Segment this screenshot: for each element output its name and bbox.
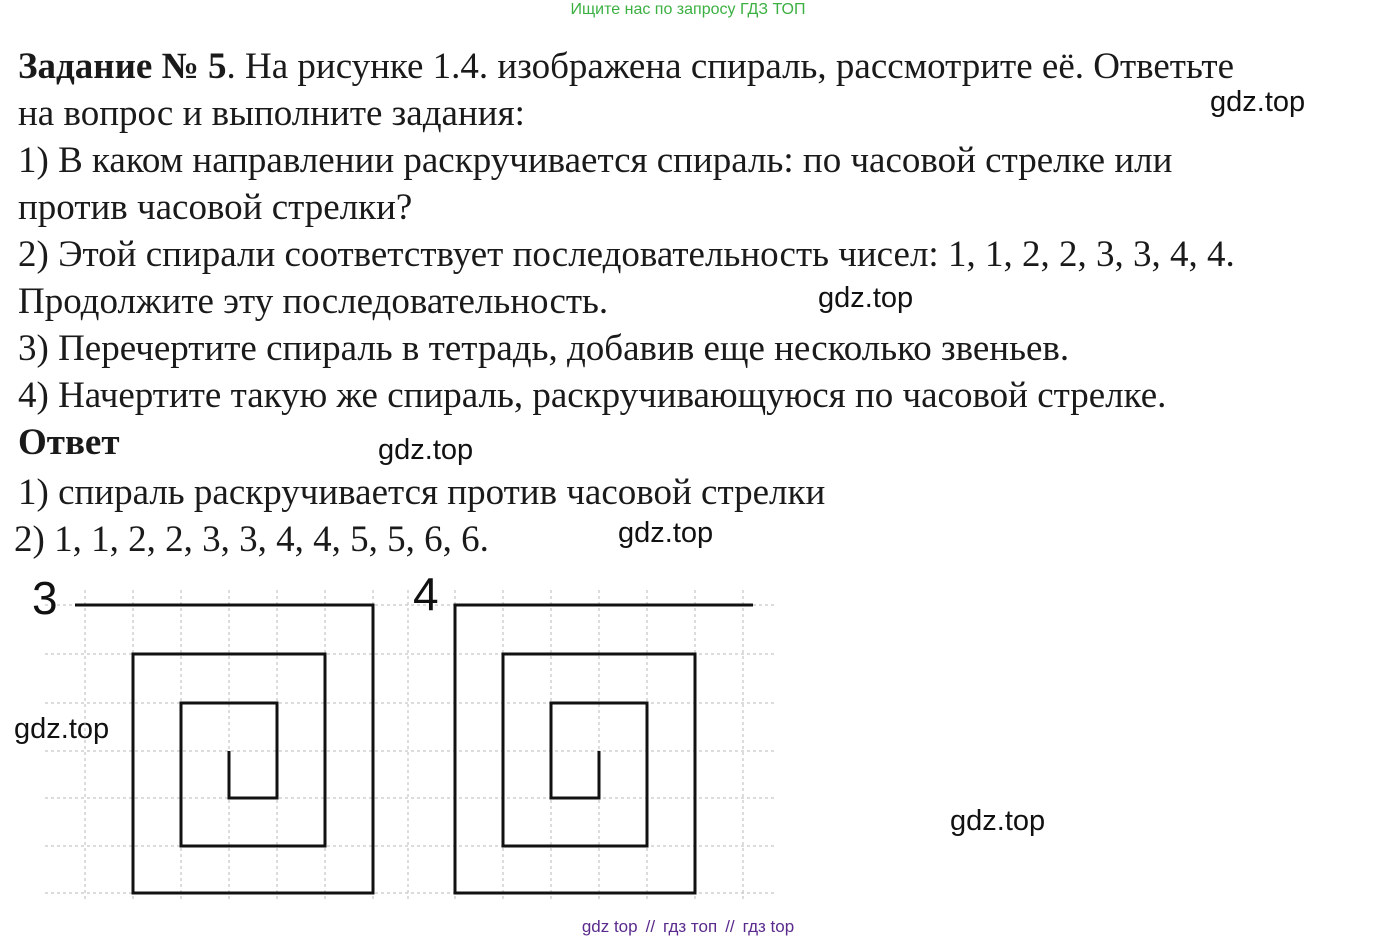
footer-link-1[interactable]: gdz top — [581, 917, 638, 936]
watermark: gdz.top — [618, 517, 714, 549]
watermark: gdz.top — [378, 434, 474, 466]
watermark: gdz.top — [14, 713, 110, 745]
answer-line-2: 2) 1, 1, 2, 2, 3, 3, 4, 4, 5, 5, 6, 6. — [14, 519, 489, 560]
watermark: gdz.top — [1210, 86, 1306, 118]
watermark: gdz.top — [950, 805, 1046, 837]
label-left: 3 — [32, 572, 58, 624]
spiral-left — [75, 605, 373, 893]
task-line-1 — [18, 48, 1234, 85]
task-line-2: на вопрос и выполните задания: — [18, 93, 525, 134]
task-line-6: Продолжите эту последовательность. — [18, 281, 609, 322]
task-line-1-rest: . На рисунке 1.4. изображена спираль, рассмотрите её. Ответьте — [226, 46, 1235, 87]
task-line-7: 3) Перечертите спираль в тетрадь, добавив еще несколько звеньев. — [18, 328, 1070, 369]
footer-separator: // — [645, 917, 656, 936]
footer — [0, 917, 1376, 937]
spiral-right — [455, 605, 753, 893]
top-banner[interactable]: Ищите нас по запросу ГДЗ ТОП — [570, 1, 806, 18]
task-line-3: 1) В каком направлении раскручивается спираль: по часовой стрелке или — [18, 140, 1173, 181]
task-title: Задание № 5 — [18, 46, 227, 87]
answer-line-1: 1) спираль раскручивается против часовой стрелки — [18, 472, 826, 513]
task-line-5: 2) Этой спирали соответствует последовательность чисел: 1, 1, 2, 2, 3, 3, 4, 4. — [18, 234, 1235, 275]
spiral-figure — [0, 560, 800, 910]
label-right: 4 — [413, 568, 439, 620]
task-line-8: 4) Начертите такую же спираль, раскручивающуюся по часовой стрелке. — [18, 375, 1167, 416]
answer-heading: Ответ — [18, 422, 120, 463]
footer-link-2[interactable]: гдз топ — [663, 917, 718, 936]
footer-link-3[interactable]: гдз top — [742, 917, 795, 936]
grid-lines — [45, 590, 775, 900]
task-line-4: против часовой стрелки? — [18, 187, 413, 228]
footer-separator: // — [725, 917, 735, 936]
watermark: gdz.top — [818, 282, 914, 314]
